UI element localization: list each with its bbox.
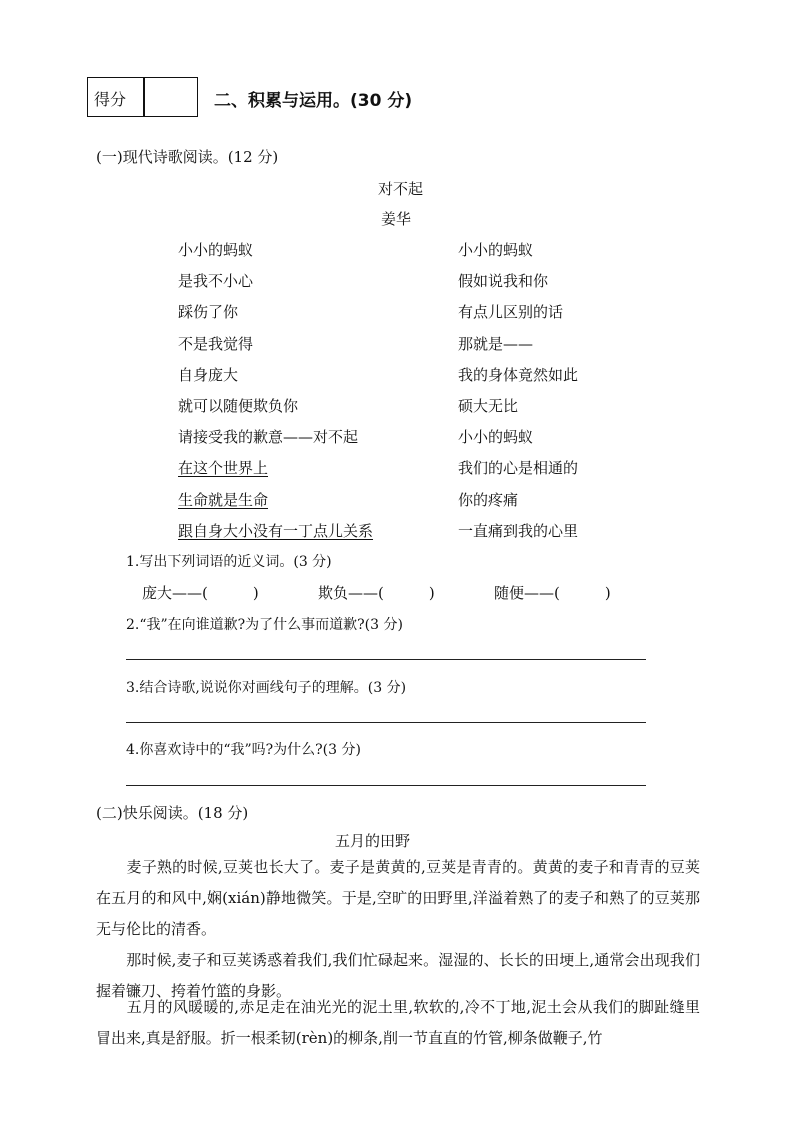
poem-line: 一直痛到我的心里 xyxy=(458,522,579,540)
poem-line-underlined: 生命就是生命 xyxy=(178,491,269,509)
poem-line: 我的身体竟然如此 xyxy=(458,366,579,384)
poem-line: 请接受我的歉意——对不起 xyxy=(178,428,359,446)
article-title: 五月的田野 xyxy=(335,832,411,850)
article-paragraph: 麦子熟的时候,豆荚也长大了。麦子是黄黄的,豆荚是青青的。黄黄的麦子和青青的豆荚在五月的和风中,娴(xián)静地微笑。于是,空旷的田野里,洋溢着熟了的麦子和熟了的豆荚那无与伦比的清香。 xyxy=(96,858,700,938)
poem-line: 踩伤了你 xyxy=(178,303,239,321)
article-paragraph: 那时候,麦子和豆荚诱惑着我们,我们忙碌起来。湿湿的、长长的田埂上,通常会出现我们握着镰刀、挎着竹篮的身影。 xyxy=(96,951,700,1000)
poem-line-underlined: 跟自身大小没有一丁点儿关系 xyxy=(178,522,374,540)
part2-heading: (二)快乐阅读。(18 分) xyxy=(96,804,249,822)
poem-author: 姜华 xyxy=(381,210,412,228)
q1-item: 欺负——( ) xyxy=(318,584,435,602)
poem-line: 硕大无比 xyxy=(458,397,519,415)
answer-line[interactable] xyxy=(126,722,646,723)
poem-line: 那就是—— xyxy=(458,335,534,353)
score-box xyxy=(87,77,198,117)
score-divider xyxy=(143,78,145,116)
section-title: 二、积累与运用。(30 分) xyxy=(214,91,413,111)
poem-line: 不是我觉得 xyxy=(178,335,254,353)
poem-line: 小小的蚂蚁 xyxy=(458,428,534,446)
score-label: 得分 xyxy=(94,90,127,109)
answer-line[interactable] xyxy=(126,659,646,660)
poem-line: 有点儿区别的话 xyxy=(458,303,564,321)
article-paragraph: 五月的风暖暖的,赤足走在油光光的泥土里,软软的,冷不丁地,泥土会从我们的脚趾缝里冒出来,真是舒服。折一根柔韧(rèn)的柳条,削一节直直的竹管,柳条做鞭子,竹 xyxy=(96,998,700,1047)
poem-line: 假如说我和你 xyxy=(458,272,549,290)
q1-item: 庞大——( ) xyxy=(142,584,259,602)
question-2: 2.“我”在向谁道歉?为了什么事而道歉?(3 分) xyxy=(126,617,403,633)
poem-title: 对不起 xyxy=(378,180,424,198)
part1-heading: (一)现代诗歌阅读。(12 分) xyxy=(96,148,279,166)
q1-item: 随便——( ) xyxy=(494,584,611,602)
poem-line: 是我不小心 xyxy=(178,272,254,290)
poem-line: 自身庞大 xyxy=(178,366,239,384)
poem-line: 小小的蚂蚁 xyxy=(178,241,254,259)
poem-line: 你的疼痛 xyxy=(458,491,519,509)
question-3: 3.结合诗歌,说说你对画线句子的理解。(3 分) xyxy=(126,680,407,696)
question-1: 1.写出下列词语的近义词。(3 分) xyxy=(126,554,332,570)
poem-line: 就可以随便欺负你 xyxy=(178,397,299,415)
poem-line: 小小的蚂蚁 xyxy=(458,241,534,259)
poem-line: 我们的心是相通的 xyxy=(458,459,579,477)
answer-line[interactable] xyxy=(126,785,646,786)
question-4: 4.你喜欢诗中的“我”吗?为什么?(3 分) xyxy=(126,742,361,758)
poem-line-underlined: 在这个世界上 xyxy=(178,459,269,477)
